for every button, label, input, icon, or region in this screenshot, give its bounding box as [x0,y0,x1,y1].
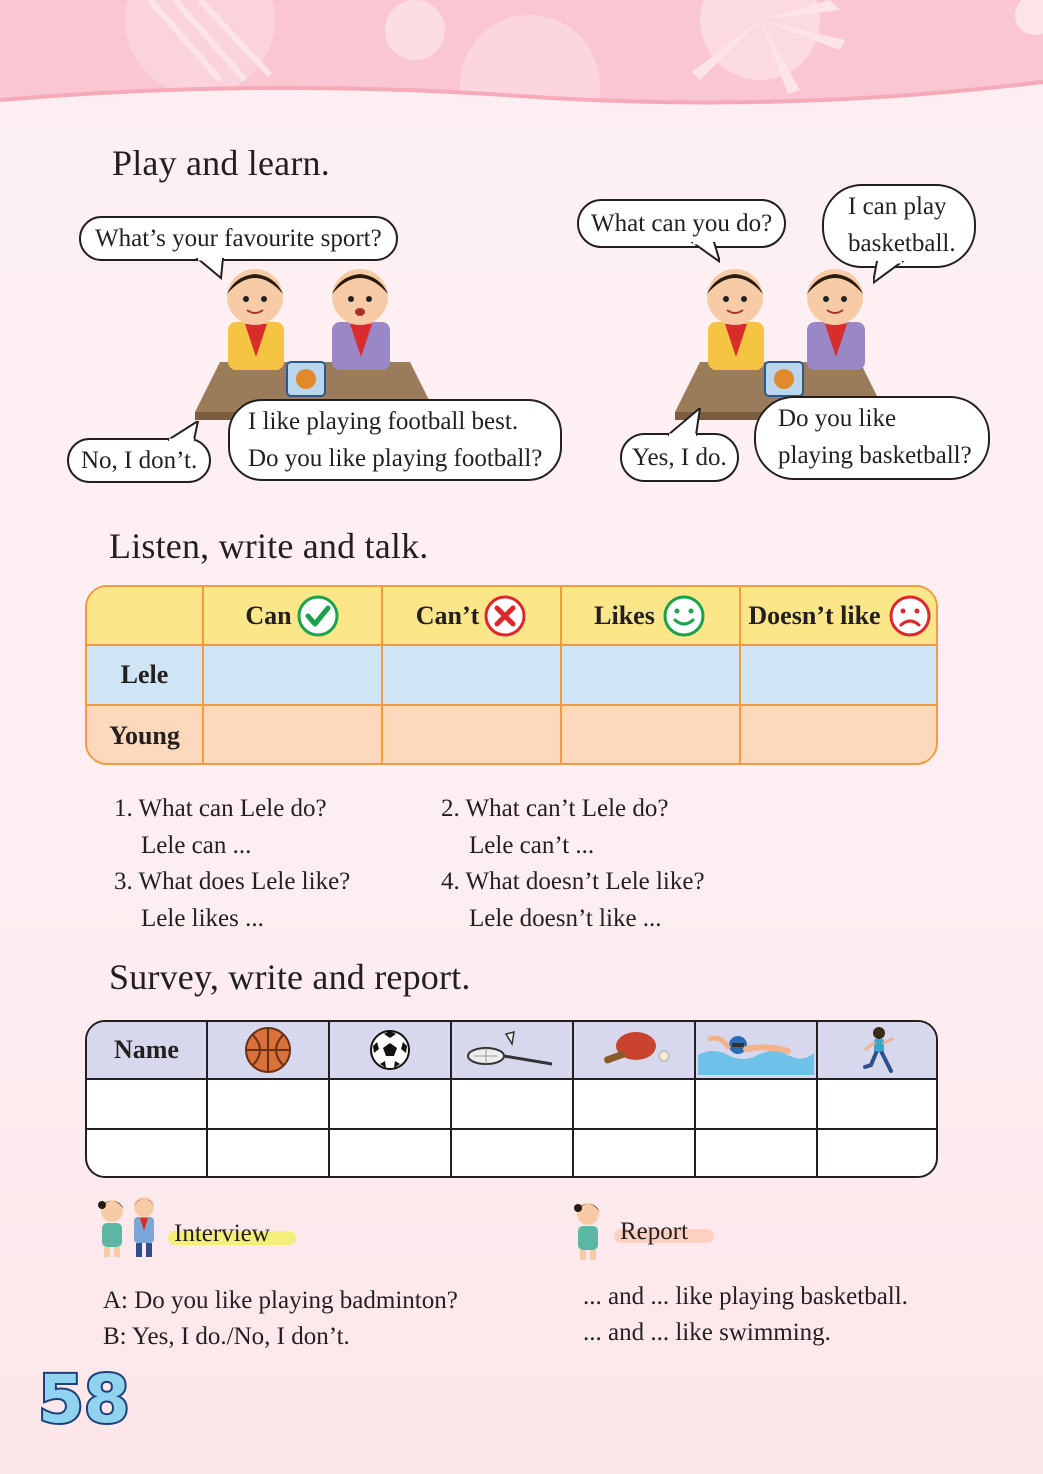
speech-bubble-no-reply: No, I don’t. [67,438,211,483]
speech-bubble-football-answer: I like playing football best. Do you like playing football? [228,399,562,481]
boy-figure-icon [332,269,390,370]
speech-bubble-like-basketball: Do you like playing basketball? [754,396,990,480]
section-title-survey: Survey, write and report. [109,957,471,997]
table-cell[interactable] [330,1130,452,1178]
report-line: ... and ... like playing basketball. [583,1283,908,1310]
basketball-icon [243,1025,293,1075]
dialog-line-b: B: Yes, I do./No, I don’t. [103,1323,350,1350]
survey-table [85,1020,938,1178]
table-cell[interactable] [204,646,383,706]
frown-icon [887,594,933,638]
header-decoration [0,0,1043,125]
table-cell[interactable] [330,1080,452,1130]
table-cell[interactable] [574,1080,696,1130]
sport-header-table-tennis [574,1022,696,1080]
report-line: ... and ... like swimming. [583,1319,831,1346]
answer-prompt: Lele likes ... [141,905,264,932]
check-icon [296,594,340,638]
answer-prompt: Lele doesn’t like ... [469,905,662,932]
sport-header-football [330,1022,452,1080]
bubble-tail [873,261,907,285]
sport-header-running [818,1022,938,1080]
question-text: 4. What doesn’t Lele like? [441,868,705,895]
table-cell[interactable] [383,646,562,706]
interview-kids-icon [94,1195,164,1264]
section-title-listen: Listen, write and talk. [109,526,429,566]
table-cell[interactable] [452,1080,574,1130]
interview-dialog [103,1283,458,1355]
bubble-tail [195,258,225,280]
table-cell[interactable] [452,1130,574,1178]
table-header-empty [87,587,204,646]
speech-bubble-what-can-you-do: What can you do? [577,199,786,248]
report-kid-icon [568,1200,612,1265]
scene-left-illustration [195,262,435,422]
page-number [36,1366,128,1435]
swimming-icon [698,1025,814,1075]
sport-header-badminton [452,1022,574,1080]
table-cell[interactable] [574,1130,696,1178]
table-cell[interactable] [741,646,938,706]
table-cell[interactable] [208,1080,330,1130]
question-text: 3. What does Lele like? [114,868,351,895]
report-label: Report [614,1218,698,1246]
svg-text:58: 58 [38,1366,128,1430]
table-header-likes: Likes [562,587,741,646]
table-cell[interactable] [562,646,741,706]
table-header-cant: Can’t [383,587,562,646]
table-tennis-icon [594,1028,674,1072]
table-cell[interactable] [741,706,938,765]
row-label-young: Young [87,706,204,765]
row-label-lele: Lele [87,646,204,706]
bubble-tail [668,408,702,436]
cross-icon [483,594,527,638]
name-header: Name [87,1022,208,1080]
speech-bubble-favourite-sport: What’s your favourite sport? [79,216,398,261]
table-cell[interactable] [818,1080,938,1130]
table-cell[interactable] [87,1130,208,1178]
running-icon [861,1025,897,1075]
question-3 [114,863,350,937]
table-cell[interactable] [696,1080,818,1130]
bubble-tail [690,242,720,264]
answer-prompt: Lele can ... [141,832,252,859]
listen-table [85,585,938,765]
table-cell[interactable] [696,1130,818,1178]
table-cell[interactable] [208,1130,330,1178]
boy-figure-icon [707,269,764,370]
table-cell[interactable] [818,1130,938,1178]
sport-header-swimming [696,1022,818,1080]
answer-prompt: Lele can’t ... [469,832,595,859]
speech-bubble-yes-reply: Yes, I do. [620,433,739,482]
dialog-line-a: A: Do you like playing badminton? [103,1287,458,1314]
question-4 [441,863,705,937]
bubble-tail [168,421,200,441]
question-1 [114,790,327,864]
section-title-play: Play and learn. [112,143,330,183]
table-cell[interactable] [87,1080,208,1130]
table-cell[interactable] [383,706,562,765]
football-icon [368,1028,412,1072]
speech-bubble-can-play-basketball: I can play basketball. [822,184,976,268]
report-lines [583,1279,908,1351]
boy-figure-icon [807,269,865,370]
table-header-doesnt-like: Doesn’t like [741,587,938,646]
question-text: 1. What can Lele do? [114,795,327,822]
table-header-can: Can [204,587,383,646]
question-text: 2. What can’t Lele do? [441,795,669,822]
interview-label: Interview [168,1220,280,1248]
question-2 [441,790,668,864]
table-cell[interactable] [562,706,741,765]
smile-icon [661,594,707,638]
table-cell[interactable] [204,706,383,765]
sport-header-basketball [208,1022,330,1080]
boy-figure-icon [227,269,284,370]
badminton-icon [466,1028,558,1072]
